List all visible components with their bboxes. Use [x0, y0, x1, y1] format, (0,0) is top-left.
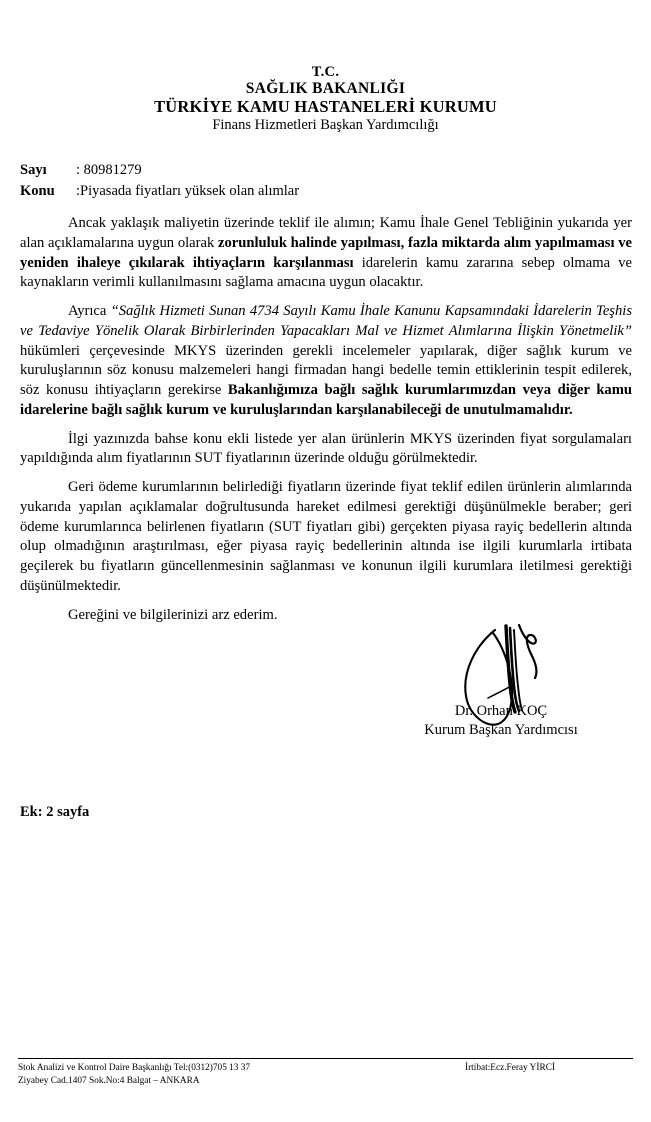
letterhead-line-institution: TÜRKİYE KAMU HASTANELERİ KURUMU: [154, 96, 497, 116]
footer-address: Ziyabey Cad.1407 Sok.No:4 Balgat – ANKARA: [18, 1076, 200, 1087]
signatory-title: Kurum Başkan Yardımcısı: [424, 721, 578, 738]
paragraph-1-segment-3: idarelerin kamu zararına sebep olmama ve kaynakların verimli kullanılmasını sağlama amacına uygun olacaktır.: [20, 254, 633, 291]
meta-row-konu: [20, 181, 299, 202]
meta-label-sayi: Sayı: [20, 162, 47, 178]
paragraph-2-segment-1: Ayrıca: [68, 303, 111, 320]
paragraph-2: [20, 302, 632, 421]
paragraph-2-segment-2-italic: “Sağlık Hizmeti Sunan 4734 Sayılı Kamu İhale Kanunu Kapsamındaki İdarelerin Teşhis ve Tedaviye Yönelik Olarak Birbirlerinden Yapacakları Mal ve Hizmet Alımlarına İlişkin Yönetmelik”: [20, 303, 633, 339]
letterhead-line-tc: T.C.: [311, 64, 340, 80]
meta-value-konu: :Piyasada fiyatları yüksek olan alımlar: [76, 183, 300, 200]
signature-block: [370, 628, 632, 754]
paragraph-1-segment-1: Ancak yaklaşık maliyetin üzerinde teklif ile alımın; Kamu İhale Genel Tebliğinin yukarıda yer alan açıklamalarına uygun olarak: [20, 215, 632, 251]
signatory-name: Dr. Orhan KOÇ: [454, 703, 548, 719]
meta-row-sayi: [20, 160, 299, 181]
footer-left-block: [18, 1062, 250, 1088]
letterhead-line-department: Finans Hizmetleri Başkan Yardımcılığı: [212, 117, 439, 134]
footer-department-phone: Stok Analizi ve Kontrol Daire Başkanlığı Tel:(0312)705 13 37: [18, 1063, 251, 1073]
paragraph-5-closing: Gereğini ve bilgilerinizi arz ederim.: [68, 606, 278, 623]
paragraph-1-segment-2-bold: zorunluluk halinde yapılması, fazla miktarda alım yapılmaması ve yeniden ihaleye çıkılarak ihtiyaçların karşılanması: [20, 234, 632, 271]
letterhead: [0, 64, 651, 133]
paragraph-2-segment-4-bold: Bakanlığımıza bağlı sağlık kurumlarımızdan veya diğer kamu idarelerine bağlı sağlık kurum ve kuruluşlarından karşılanabileceği de unutulmamalıdır.: [20, 382, 633, 418]
document-body: [20, 214, 632, 626]
page-footer: [18, 1058, 633, 1088]
paragraph-2-segment-3: hükümleri çerçevesinde MKYS üzerinden gerekli incelemeler yapılarak, diğer sağlık kurum ve kuruluşlarının söz konusu malzemeleri hangi firmadan hangi bedelle temin ettiklerinin tespit edilerek, söz konusu ihtiyaçların gerekirse: [20, 342, 632, 399]
meta-label-konu: Konu: [20, 183, 55, 200]
letterhead-line-ministry: SAĞLIK BAKANLIĞI: [245, 80, 406, 98]
meta-value-sayi: : 80981279: [76, 162, 142, 178]
paragraph-1: [20, 214, 632, 293]
document-meta: [20, 160, 299, 202]
paragraph-4: Geri ödeme kurumlarının belirlediği fiyatların üzerinde fiyat teklif edilen ürünlerin alımlarında yukarıda yapılan açıklamalar doğrultusunda hareket edilmesi gerektiği düşünülmekle beraber; geri ödeme kurumlarınca belirlenen fiyatların (SUT fiyatları gibi) gerçekten piyasa rayiç bedellerin altında olup olmadığının araştırılması, eğer piyasa rayiç bedellerinin altında ise ilgili kurumlarla irtibata geçilerek bu fiyatların güncellenmesinin sağlanması ve konunun ilgili kurumlara iletilmesi gerektiği düşünülmektedir.: [20, 479, 632, 595]
paragraph-3: İlgi yazınızda bahse konu ekli listede yer alan ürünlerin MKYS üzerinden fiyat sorgulamaları yapıldığında alım fiyatlarının SUT fiyatlarının üzerinde olduğu görülmektedir.: [20, 430, 632, 467]
attachment-note: Ek: 2 sayfa: [20, 804, 90, 820]
footer-contact-person: İrtibat:Ecz.Feray YİRCİ: [464, 1063, 555, 1073]
footer-right-block: [465, 1062, 633, 1075]
